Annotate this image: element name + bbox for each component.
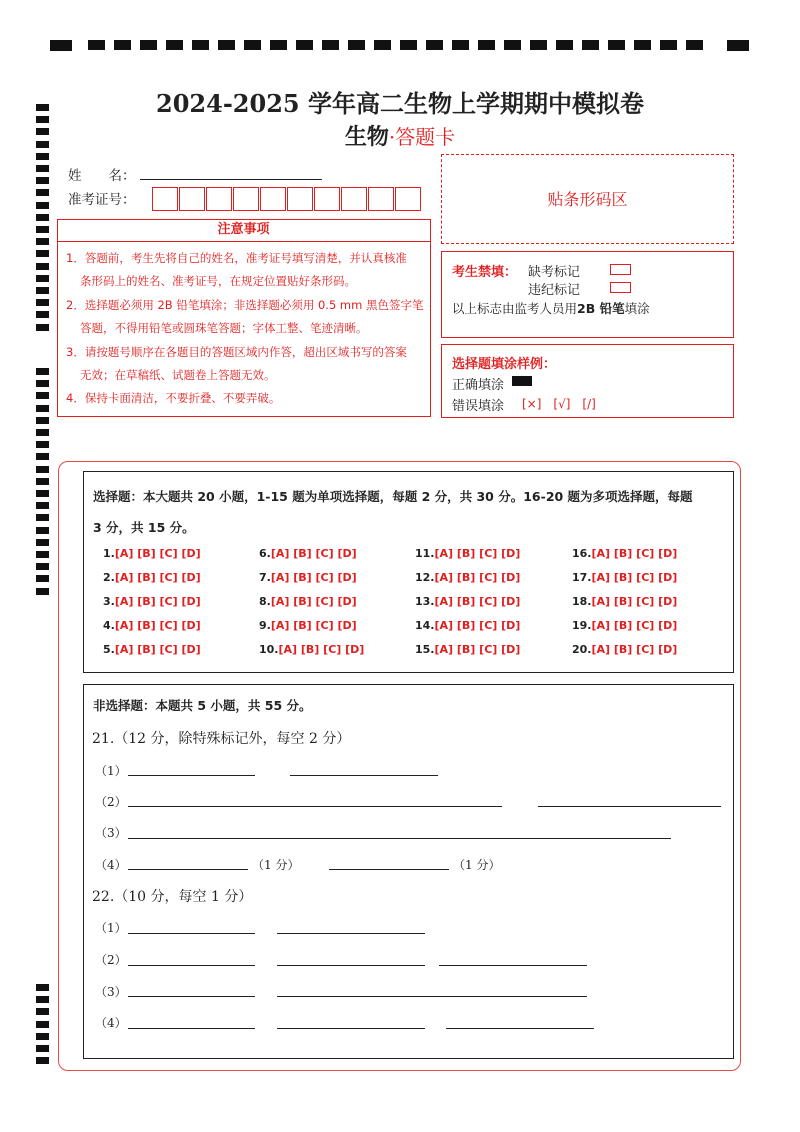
choice-options[interactable]: [A] [B] [C] [D] bbox=[591, 619, 678, 632]
q21-part-4-blank-b[interactable] bbox=[329, 869, 449, 870]
q21-part-1-label: （1） bbox=[95, 764, 127, 778]
card-title bbox=[0, 120, 800, 151]
id-digit-box[interactable] bbox=[395, 187, 421, 211]
choice-question-number: 5. bbox=[103, 643, 115, 656]
name-label: 姓 名： bbox=[68, 168, 136, 184]
notice-box bbox=[57, 219, 431, 417]
choice-options[interactable]: [A] [B] [C] [D] bbox=[591, 571, 678, 584]
q21-part-2-label: （2） bbox=[95, 795, 127, 809]
choice-question-14 bbox=[415, 619, 520, 632]
timing-mark bbox=[36, 153, 49, 160]
id-digit-box[interactable] bbox=[314, 187, 340, 211]
timing-mark bbox=[36, 453, 49, 460]
choice-options[interactable]: [A] [B] [C] [D] bbox=[270, 619, 357, 632]
id-digit-box[interactable] bbox=[179, 187, 205, 211]
choice-question-3 bbox=[103, 595, 201, 608]
title-separator: · bbox=[388, 125, 396, 149]
id-digit-box[interactable] bbox=[206, 187, 232, 211]
q21-part-3-blank[interactable] bbox=[128, 838, 671, 839]
notice-line: 条形码上的姓名、准考证号，在规定位置贴好条形码。 bbox=[80, 274, 356, 288]
correct-fill-sample bbox=[512, 376, 532, 386]
notice-line: 4．保持卡面清洁，不要折叠、不要弄破。 bbox=[66, 391, 281, 405]
card-label: 答题卡 bbox=[395, 125, 456, 149]
timing-mark bbox=[36, 466, 49, 473]
choice-question-13 bbox=[415, 595, 520, 608]
timing-mark bbox=[36, 514, 49, 521]
choice-question-number: 4. bbox=[103, 619, 115, 632]
prohibited-box bbox=[441, 251, 734, 338]
choice-question-7 bbox=[259, 571, 357, 584]
absent-mark-box[interactable] bbox=[610, 264, 631, 275]
choice-options[interactable]: [A] [B] [C] [D] bbox=[270, 595, 357, 608]
prohibited-note-suffix: 填涂 bbox=[624, 301, 650, 316]
q21-part-1-blank-b[interactable] bbox=[290, 775, 438, 776]
notice-heading: 注意事项 bbox=[217, 222, 270, 237]
timing-mark bbox=[36, 165, 49, 172]
violation-mark-label: 违纪标记 bbox=[528, 283, 581, 298]
q22-part-4-blank-a[interactable] bbox=[128, 1028, 255, 1029]
choice-question-number: 9. bbox=[259, 619, 271, 632]
timing-mark bbox=[36, 478, 49, 485]
choice-question-4 bbox=[103, 619, 201, 632]
choice-question-number: 3. bbox=[103, 595, 115, 608]
choice-intro-line1: 选择题：本大题共 20 小题，1-15 题为单项选择题，每题 2 分，共 30 分。16-20 题为多项选择题，每题 bbox=[93, 489, 693, 504]
choice-question-number: 19. bbox=[572, 619, 592, 632]
timing-mark bbox=[36, 417, 49, 424]
timing-mark bbox=[36, 1008, 49, 1015]
choice-options[interactable]: [A] [B] [C] [D] bbox=[114, 595, 201, 608]
timing-mark bbox=[36, 996, 49, 1003]
timing-mark bbox=[36, 405, 49, 412]
choice-options[interactable]: [A] [B] [C] [D] bbox=[434, 643, 521, 656]
timing-mark bbox=[36, 490, 49, 497]
timing-mark bbox=[36, 368, 49, 375]
choice-intro-line2: 3 分，共 15 分。 bbox=[93, 520, 195, 535]
timing-mark bbox=[36, 324, 49, 331]
timing-mark bbox=[36, 429, 49, 436]
choice-question-number: 1. bbox=[103, 547, 115, 560]
q22-part-4-label: （4） bbox=[95, 1016, 127, 1030]
exam-id-label: 准考证号： bbox=[68, 192, 136, 208]
choice-question-number: 13. bbox=[415, 595, 435, 608]
choice-options[interactable]: [A] [B] [C] [D] bbox=[114, 571, 201, 584]
choice-question-number: 17. bbox=[572, 571, 592, 584]
choice-options[interactable]: [A] [B] [C] [D] bbox=[591, 595, 678, 608]
timing-mark bbox=[36, 1045, 49, 1052]
id-digit-box[interactable] bbox=[260, 187, 286, 211]
timing-mark bbox=[36, 177, 49, 184]
name-field[interactable] bbox=[140, 179, 322, 180]
id-digit-box[interactable] bbox=[152, 187, 178, 211]
choice-question-number: 10. bbox=[259, 643, 279, 656]
q21-part-4-label: （4） bbox=[95, 858, 127, 872]
choice-question-number: 12. bbox=[415, 571, 435, 584]
choice-options[interactable]: [A] [B] [C] [D] bbox=[270, 571, 357, 584]
timing-mark bbox=[36, 1033, 49, 1040]
id-digit-box[interactable] bbox=[287, 187, 313, 211]
choice-question-number: 20. bbox=[572, 643, 592, 656]
timing-mark bbox=[36, 984, 49, 991]
timing-mark bbox=[36, 441, 49, 448]
choice-options[interactable]: [A] [B] [C] [D] bbox=[434, 595, 521, 608]
timing-mark bbox=[36, 563, 49, 570]
choice-question-16 bbox=[572, 547, 677, 560]
choice-question-8 bbox=[259, 595, 357, 608]
choice-options[interactable]: [A] [B] [C] [D] bbox=[591, 643, 678, 656]
q21-part-3-label: （3） bbox=[95, 826, 127, 840]
q21-part-4-score-a: （1 分） bbox=[252, 858, 300, 872]
choice-question-6 bbox=[259, 547, 357, 560]
choice-question-12 bbox=[415, 571, 520, 584]
choice-options[interactable]: [A] [B] [C] [D] bbox=[278, 643, 365, 656]
timing-mark bbox=[36, 1057, 49, 1064]
notice-line: 2．选择题必须用 2B 铅笔填涂；非选择题必须用 0.5 mm 黑色签字笔 bbox=[66, 298, 424, 312]
choice-question-number: 18. bbox=[572, 595, 592, 608]
q21-part-2-blank-a[interactable] bbox=[128, 806, 502, 807]
timing-mark bbox=[36, 311, 49, 318]
q21-part-2-blank-b[interactable] bbox=[538, 806, 721, 807]
choice-question-2 bbox=[103, 571, 201, 584]
wrong-fill-samples: [×] [√] [/] bbox=[522, 397, 596, 411]
fill-sample-box bbox=[441, 344, 734, 418]
choice-question-number: 8. bbox=[259, 595, 271, 608]
open-section-intro: 非选择题：本题共 5 小题，共 55 分。 bbox=[93, 698, 312, 713]
q22-part-1-blank-a[interactable] bbox=[128, 933, 255, 934]
barcode-label: 贴条形码区 bbox=[547, 190, 628, 209]
timing-mark bbox=[36, 250, 49, 257]
notice-line: 无效；在草稿纸、试题卷上答题无效。 bbox=[80, 368, 276, 382]
notice-line: 答题，不得用铅笔或圆珠笔答题；字体工整、笔迹清晰。 bbox=[80, 321, 368, 335]
choice-question-number: 14. bbox=[415, 619, 435, 632]
prohibited-note-prefix: 以上标志由监考人员用 bbox=[452, 301, 578, 316]
choice-question-number: 11. bbox=[415, 547, 435, 560]
q22-part-4-blank-c[interactable] bbox=[446, 1028, 594, 1029]
exam-title: 2024-2025 学年高二生物上学期期中模拟卷 bbox=[156, 89, 644, 118]
wrong-fill-label: 错误填涂 bbox=[452, 399, 505, 414]
correct-fill-label: 正确填涂 bbox=[452, 378, 505, 393]
q21-heading: 21.（12 分，除特殊标记外，每空 2 分） bbox=[92, 731, 351, 747]
choice-question-9 bbox=[259, 619, 357, 632]
timing-mark bbox=[36, 226, 49, 233]
timing-mark bbox=[36, 263, 49, 270]
id-digit-box[interactable] bbox=[233, 187, 259, 211]
choice-options[interactable]: [A] [B] [C] [D] bbox=[591, 547, 678, 560]
choice-question-1 bbox=[103, 547, 201, 560]
choice-options[interactable]: [A] [B] [C] [D] bbox=[434, 571, 521, 584]
choice-question-number: 15. bbox=[415, 643, 435, 656]
q22-part-1-blank-b[interactable] bbox=[277, 933, 425, 934]
timing-mark bbox=[36, 214, 49, 221]
notice-line: 1．答题前，考生先将自己的姓名，准考证号填写清楚，并认真核准 bbox=[66, 251, 407, 265]
q22-part-4-blank-b[interactable] bbox=[277, 1028, 425, 1029]
timing-mark bbox=[36, 1021, 49, 1028]
choice-question-18 bbox=[572, 595, 677, 608]
q22-part-1-label: （1） bbox=[95, 921, 127, 935]
choice-question-number: 16. bbox=[572, 547, 592, 560]
timing-mark bbox=[36, 551, 49, 558]
notice-line: 3．请按题号顺序在各题目的答题区域内作答，超出区域书写的答案 bbox=[66, 345, 407, 359]
choice-options[interactable]: [A] [B] [C] [D] bbox=[434, 619, 521, 632]
timing-mark bbox=[36, 588, 49, 595]
choice-options[interactable]: [A] [B] [C] [D] bbox=[270, 547, 357, 560]
timing-mark bbox=[36, 539, 49, 546]
prohibited-note bbox=[452, 299, 650, 317]
choice-question-10 bbox=[259, 643, 364, 656]
q21-part-4-blank-a[interactable] bbox=[128, 869, 248, 870]
timing-mark bbox=[36, 189, 49, 196]
absent-mark-label: 缺考标记 bbox=[528, 265, 581, 280]
choice-options[interactable]: [A] [B] [C] [D] bbox=[114, 547, 201, 560]
timing-mark bbox=[36, 575, 49, 582]
choice-question-11 bbox=[415, 547, 520, 560]
choice-question-19 bbox=[572, 619, 677, 632]
barcode-area bbox=[441, 154, 734, 244]
choice-question-number: 2. bbox=[103, 571, 115, 584]
timing-mark bbox=[36, 275, 49, 282]
id-digit-box[interactable] bbox=[368, 187, 394, 211]
timing-mark bbox=[36, 392, 49, 399]
q22-part-2-blank-a[interactable] bbox=[128, 965, 255, 966]
choice-question-17 bbox=[572, 571, 677, 584]
q21-part-1-blank-a[interactable] bbox=[128, 775, 255, 776]
timing-mark bbox=[36, 527, 49, 534]
choice-question-5 bbox=[103, 643, 201, 656]
q22-part-2-blank-b[interactable] bbox=[277, 965, 425, 966]
timing-mark bbox=[36, 202, 49, 209]
q22-part-2-label: （2） bbox=[95, 953, 127, 967]
choice-options[interactable]: [A] [B] [C] [D] bbox=[434, 547, 521, 560]
timing-mark bbox=[36, 299, 49, 306]
q22-heading: 22.（10 分，每空 1 分） bbox=[92, 889, 253, 905]
choice-question-15 bbox=[415, 643, 520, 656]
choice-options[interactable]: [A] [B] [C] [D] bbox=[114, 619, 201, 632]
timing-mark bbox=[36, 380, 49, 387]
q22-part-3-blank-a[interactable] bbox=[128, 996, 255, 997]
choice-question-20 bbox=[572, 643, 677, 656]
choice-question-number: 6. bbox=[259, 547, 271, 560]
q22-part-3-blank-b[interactable] bbox=[277, 996, 587, 997]
prohibited-note-bold: 2B 铅笔 bbox=[577, 301, 625, 316]
q22-part-3-label: （3） bbox=[95, 985, 127, 999]
q21-part-4-score-b: （1 分） bbox=[453, 858, 501, 872]
timing-mark bbox=[36, 502, 49, 509]
subject-label: 生物 bbox=[344, 124, 389, 150]
prohibited-heading: 考生禁填： bbox=[452, 265, 518, 280]
timing-mark bbox=[36, 238, 49, 245]
violation-mark-box[interactable] bbox=[610, 282, 631, 293]
id-digit-box[interactable] bbox=[341, 187, 367, 211]
fill-sample-heading: 选择题填涂样例： bbox=[452, 357, 557, 372]
q22-part-2-blank-c[interactable] bbox=[439, 965, 587, 966]
timing-mark bbox=[36, 287, 49, 294]
choice-options[interactable]: [A] [B] [C] [D] bbox=[114, 643, 201, 656]
choice-question-number: 7. bbox=[259, 571, 271, 584]
